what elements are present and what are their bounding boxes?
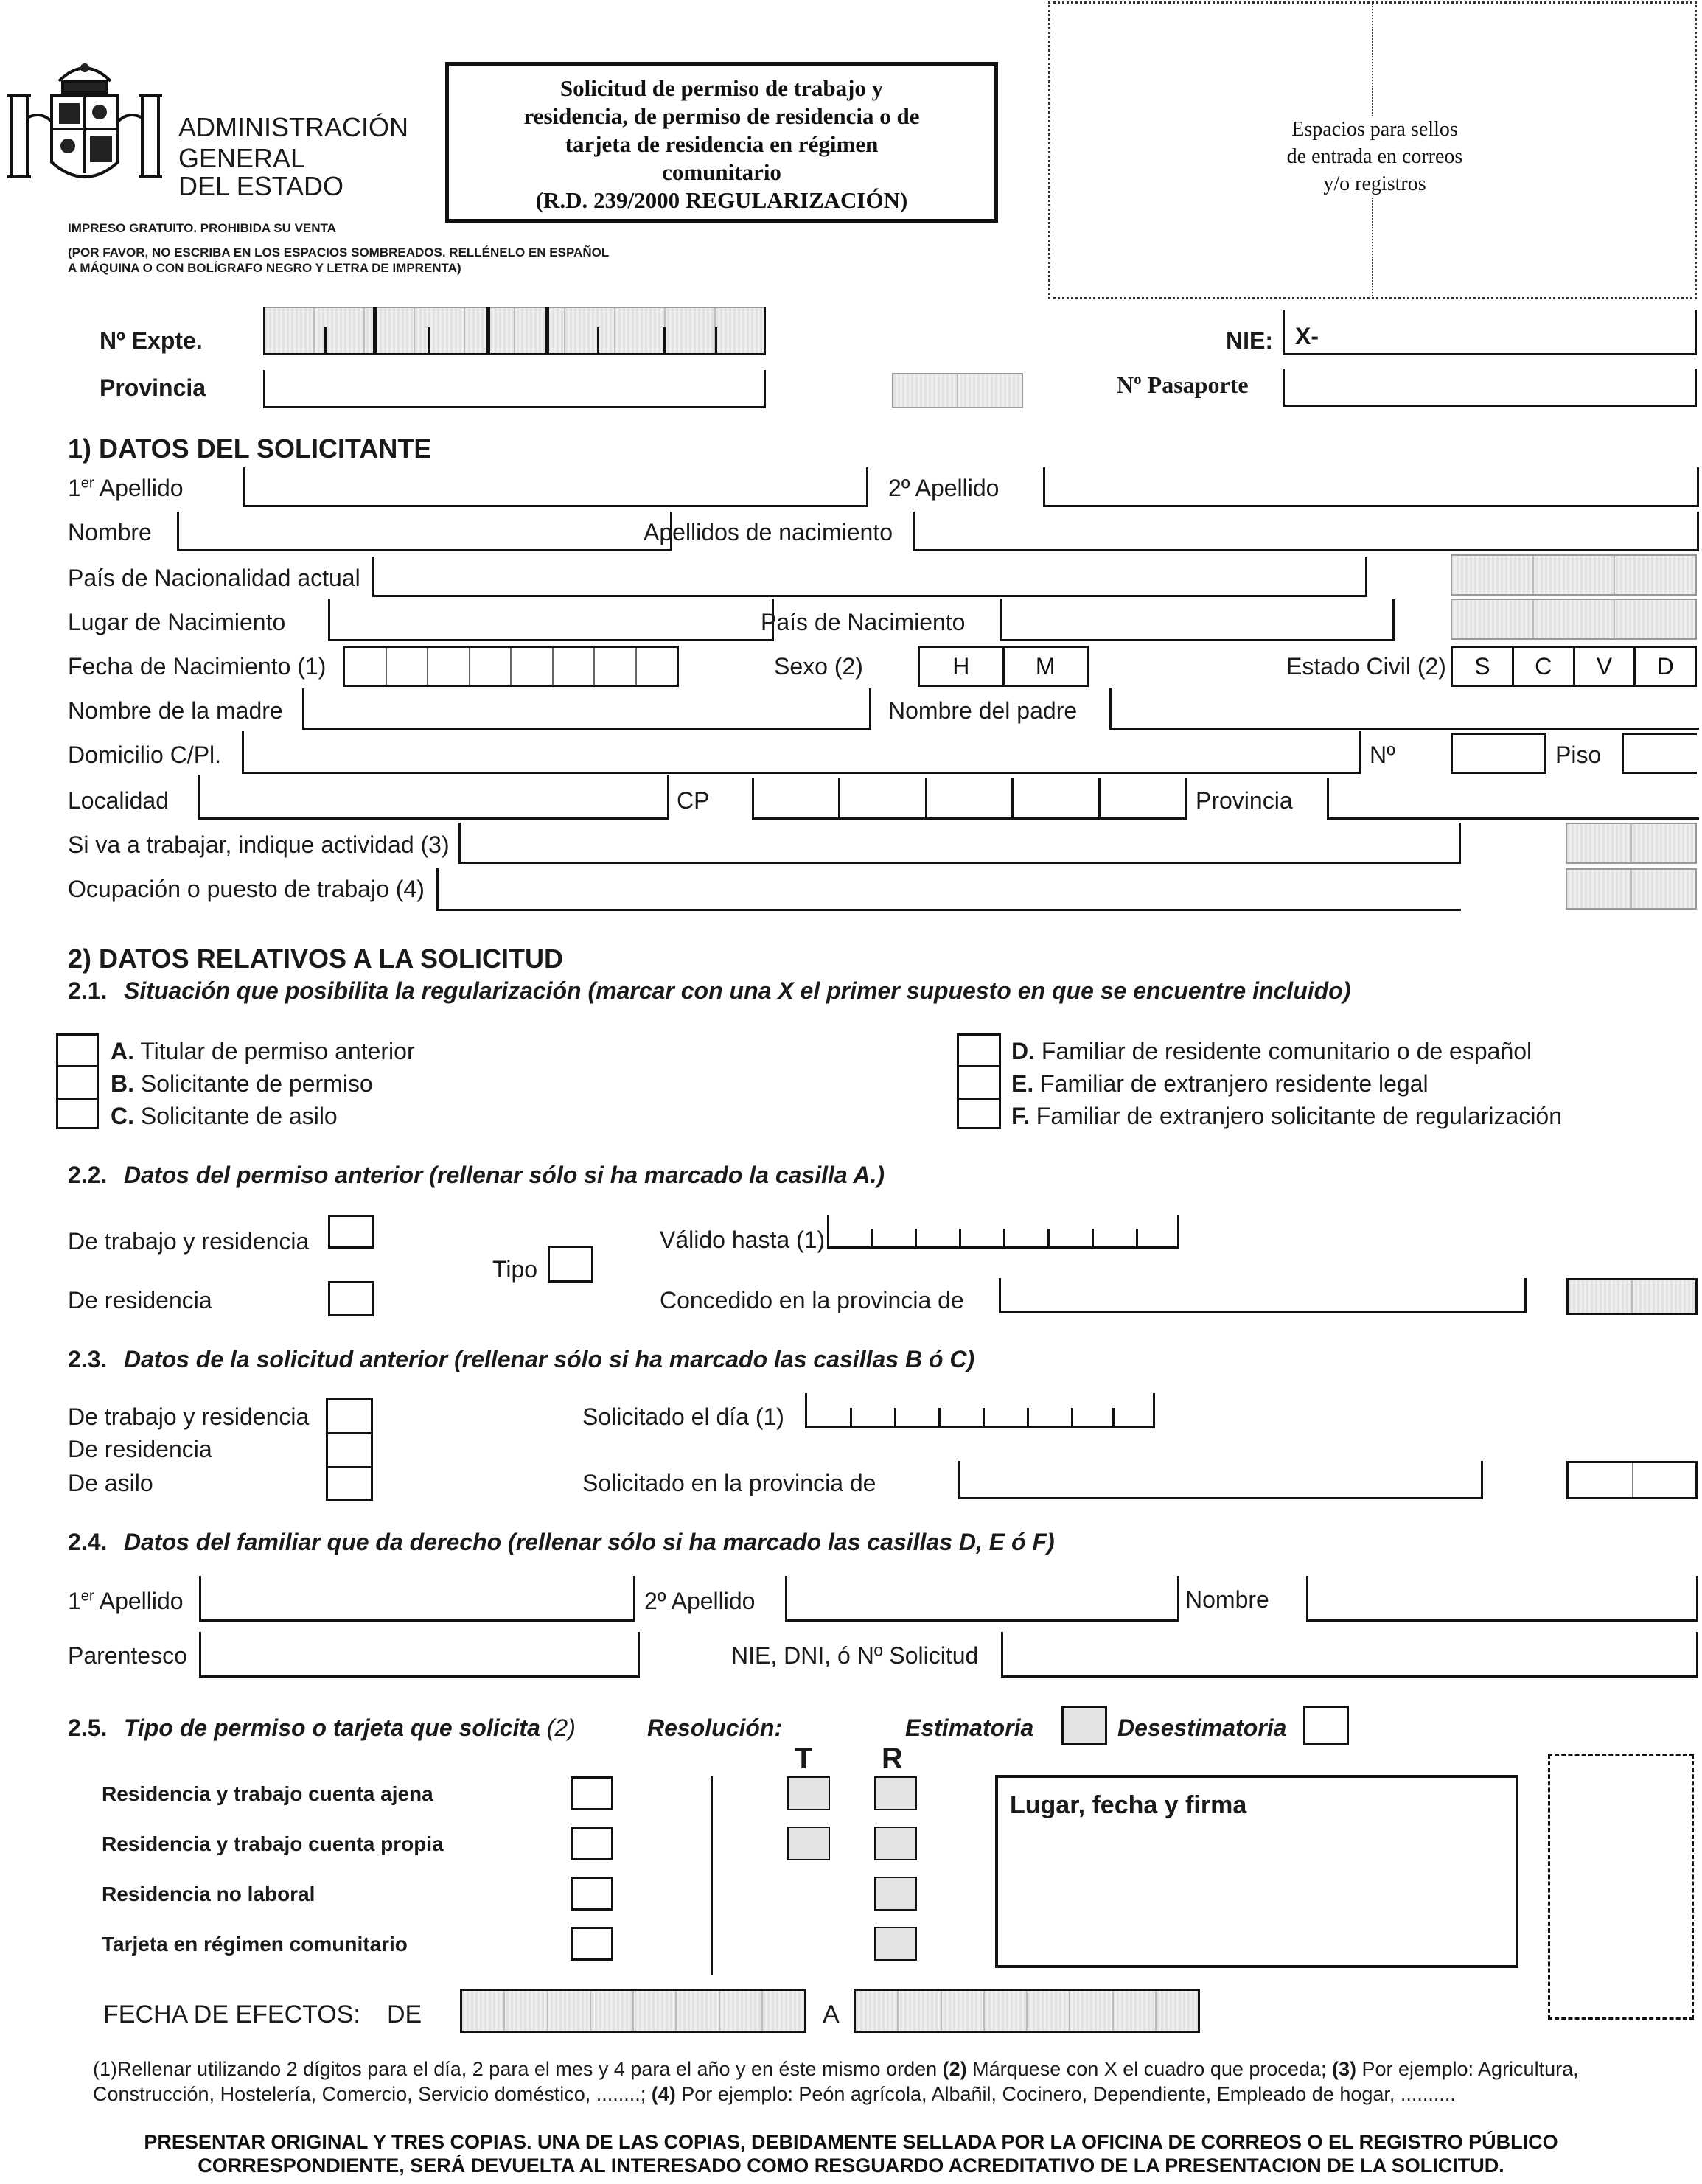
s22-provincia-code-field bbox=[1566, 1278, 1698, 1315]
pais-nacimiento-input[interactable] bbox=[1000, 599, 1395, 641]
fecha-efectos-a-field bbox=[854, 1989, 1200, 2033]
s22-concedido-input[interactable] bbox=[999, 1278, 1527, 1313]
s24-number: 2.4. bbox=[68, 1529, 108, 1555]
s23-trabajo-checkbox[interactable] bbox=[326, 1398, 373, 1431]
nie-input[interactable] bbox=[1283, 310, 1697, 355]
nacionalidad-input[interactable] bbox=[372, 557, 1367, 597]
coat-of-arms-icon bbox=[0, 52, 170, 199]
domicilio-input[interactable] bbox=[242, 731, 1361, 774]
cp-input[interactable] bbox=[752, 778, 1187, 820]
s23-residencia-label: De residencia bbox=[68, 1436, 212, 1462]
madre-label: Nombre de la madre bbox=[68, 697, 283, 724]
s21-number: 2.1. bbox=[68, 977, 108, 1004]
tipo-2-r-checkbox bbox=[874, 1827, 917, 1860]
title-line3: tarjeta de residencia en régimen bbox=[565, 131, 879, 157]
option-d-label: D. Familiar de residente comunitario o de español bbox=[1011, 1038, 1532, 1064]
pasaporte-input[interactable] bbox=[1283, 369, 1697, 407]
option-a-checkbox[interactable] bbox=[56, 1033, 99, 1066]
s23-dia-label: Solicitado el día (1) bbox=[582, 1403, 784, 1430]
expte-label: Nº Expte. bbox=[100, 327, 203, 354]
lugar-nacimiento-label: Lugar de Nacimiento bbox=[68, 609, 286, 635]
option-e-checkbox[interactable] bbox=[957, 1066, 1001, 1098]
s23-number: 2.3. bbox=[68, 1346, 108, 1372]
numero-label: Nº bbox=[1370, 742, 1395, 768]
apellidos-nacimiento-input[interactable] bbox=[913, 512, 1699, 551]
fecha-efectos-label: FECHA DE EFECTOS: bbox=[103, 2000, 360, 2028]
free-notice: IMPRESO GRATUITO. PROHIBIDA SU VENTA bbox=[68, 221, 336, 235]
option-a-label: A. Titular de permiso anterior bbox=[111, 1038, 415, 1064]
estado-option-s[interactable]: S bbox=[1474, 653, 1490, 680]
s24-apellido2-input[interactable] bbox=[785, 1576, 1179, 1622]
tipo-4-checkbox[interactable] bbox=[571, 1927, 613, 1961]
section2-title: 2) DATOS RELATIVOS A LA SOLICITUD bbox=[68, 943, 564, 974]
footnote-line2: Construcción, Hostelería, Comercio, Servicio doméstico, ........; (4) Por ejemplo: Peón agrícola, Albañil, Cocinero, Dependiente, Empleado de hogar, .......... bbox=[93, 2083, 1456, 2105]
s23-trabajo-label: De trabajo y residencia bbox=[68, 1403, 310, 1430]
s24-apellido1-label: 1er Apellido bbox=[68, 1588, 184, 1614]
s24-heading: Datos del familiar que da derecho (rellenar sólo si ha marcado las casillas D, E ó F) bbox=[124, 1529, 1055, 1555]
apellido2-label: 2º Apellido bbox=[888, 475, 1000, 501]
option-b-checkbox[interactable] bbox=[56, 1066, 99, 1098]
nombre-input[interactable] bbox=[177, 512, 672, 551]
fecha-nacimiento-label: Fecha de Nacimiento (1) bbox=[68, 653, 327, 680]
s23-provincia-label: Solicitado en la provincia de bbox=[582, 1470, 876, 1496]
estado-option-c[interactable]: C bbox=[1512, 648, 1573, 685]
sexo-label: Sexo (2) bbox=[774, 653, 863, 680]
madre-input[interactable] bbox=[302, 688, 871, 730]
lugar-nacimiento-input[interactable] bbox=[328, 599, 774, 641]
stamp-text-line1: Espacios para sellos bbox=[1291, 118, 1458, 141]
s24-parentesco-label: Parentesco bbox=[68, 1642, 187, 1669]
fecha-efectos-de-field bbox=[460, 1989, 806, 2033]
s22-residencia-label: De residencia bbox=[68, 1287, 212, 1313]
apellido1-label: 1er Apellido bbox=[68, 475, 184, 501]
org-name-line2: GENERAL bbox=[178, 143, 306, 173]
tipo-4-label: Tarjeta en régimen comunitario bbox=[102, 1933, 408, 1956]
section1-title: 1) DATOS DEL SOLICITANTE bbox=[68, 433, 432, 464]
tipo-1-checkbox[interactable] bbox=[571, 1776, 613, 1810]
provincia-dom-label: Provincia bbox=[1196, 787, 1293, 814]
s23-heading: Datos de la solicitud anterior (rellenar sólo si ha marcado las casillas B ó C) bbox=[124, 1346, 975, 1372]
tipo-1-label: Residencia y trabajo cuenta ajena bbox=[102, 1782, 433, 1805]
s22-valido-input[interactable] bbox=[827, 1215, 1179, 1249]
sexo-option-m[interactable]: M bbox=[1002, 648, 1087, 685]
provincia-input[interactable] bbox=[263, 370, 766, 408]
tipo-4-r-checkbox bbox=[874, 1927, 917, 1961]
s24-nie-label: NIE, DNI, ó Nº Solicitud bbox=[731, 1642, 979, 1669]
seal-area bbox=[1548, 1754, 1694, 2020]
piso-label: Piso bbox=[1555, 742, 1602, 768]
s23-dia-input[interactable] bbox=[805, 1393, 1155, 1428]
tipo-1-t-checkbox bbox=[787, 1776, 830, 1810]
s22-tipo-checkbox[interactable] bbox=[548, 1246, 593, 1283]
s23-asilo-label: De asilo bbox=[68, 1470, 153, 1496]
s22-residencia-checkbox[interactable] bbox=[328, 1281, 374, 1316]
ocupacion-code-field bbox=[1566, 868, 1697, 910]
tipo-2-t-checkbox bbox=[787, 1827, 830, 1860]
actividad-code-field bbox=[1566, 823, 1697, 864]
nombre-label: Nombre bbox=[68, 519, 152, 545]
tipo-2-label: Residencia y trabajo cuenta propia bbox=[102, 1832, 444, 1855]
estimatoria-label: Estimatoria bbox=[905, 1714, 1034, 1741]
apellido1-input[interactable] bbox=[243, 467, 868, 507]
s22-concedido-label: Concedido en la provincia de bbox=[660, 1287, 964, 1313]
tipo-3-r-checkbox bbox=[874, 1877, 917, 1911]
provincia-label: Provincia bbox=[100, 374, 206, 401]
s23-provincia-input[interactable] bbox=[958, 1461, 1483, 1499]
estado-option-d[interactable]: D bbox=[1633, 648, 1695, 685]
apellidos-nacimiento-label: Apellidos de nacimiento bbox=[644, 519, 893, 545]
tr-divider bbox=[711, 1776, 713, 1975]
option-b-label: B. Solicitante de permiso bbox=[111, 1070, 373, 1097]
stamp-area bbox=[1048, 1, 1697, 299]
domicilio-label: Domicilio C/Pl. bbox=[68, 742, 222, 768]
org-name-line3: DEL ESTADO bbox=[178, 171, 344, 201]
option-c-checkbox[interactable] bbox=[56, 1098, 99, 1131]
estimatoria-checkbox[interactable] bbox=[1061, 1706, 1107, 1745]
s24-apellido1-input[interactable] bbox=[199, 1576, 635, 1622]
padre-label: Nombre del padre bbox=[888, 697, 1078, 724]
padre-input[interactable] bbox=[1109, 688, 1699, 730]
s22-heading: Datos del permiso anterior (rellenar sólo si ha marcado la casilla A.) bbox=[124, 1162, 885, 1188]
s23-provincia-code-field bbox=[1566, 1461, 1698, 1499]
nacionalidad-code-field bbox=[1451, 554, 1697, 596]
stamp-text-line2: de entrada en correos bbox=[1286, 145, 1463, 168]
s24-nombre-label: Nombre bbox=[1185, 1586, 1269, 1613]
footnote-line1: (1)Rellenar utilizando 2 dígitos para el día, 2 para el mes y 4 para el año y en éste mismo orden (2) Márquese con X el cuadro que proceda; (3) Por ejemplo: Agricultura, bbox=[93, 2058, 1579, 2080]
tipo-3-label: Residencia no laboral bbox=[102, 1883, 315, 1905]
desestimatoria-label: Desestimatoria bbox=[1117, 1714, 1287, 1741]
s24-nombre-input[interactable] bbox=[1306, 1576, 1698, 1622]
provincia-code-field bbox=[892, 373, 1023, 408]
fecha-nacimiento-input[interactable] bbox=[343, 646, 679, 687]
column-t-header: T bbox=[795, 1742, 813, 1775]
desestimatoria-checkbox[interactable] bbox=[1303, 1706, 1349, 1745]
s21-heading: Situación que posibilita la regularización (marcar con una X el primer supuesto en que se encuentre incluido) bbox=[124, 977, 1351, 1004]
s22-valido-label: Válido hasta (1) bbox=[660, 1227, 826, 1253]
column-r-header: R bbox=[882, 1742, 903, 1775]
option-e-label: E. Familiar de extranjero residente legal bbox=[1011, 1070, 1429, 1097]
actividad-input[interactable] bbox=[458, 823, 1461, 864]
localidad-label: Localidad bbox=[68, 787, 169, 814]
piso-input[interactable] bbox=[1622, 733, 1697, 774]
nie-label: NIE: bbox=[1226, 327, 1273, 354]
provincia-dom-input[interactable] bbox=[1327, 778, 1699, 820]
option-f-checkbox[interactable] bbox=[957, 1098, 1001, 1131]
presentation-note-line1: PRESENTAR ORIGINAL Y TRES COPIAS. UNA DE LAS COPIAS, DEBIDAMENTE SELLADA POR LA OFICINA DE CORREOS O EL REGISTRO PÚBLICO bbox=[144, 2131, 1558, 2153]
s22-tipo-label: Tipo bbox=[492, 1256, 538, 1283]
tipo-1-r-checkbox bbox=[874, 1776, 917, 1810]
nacionalidad-label: País de Nacionalidad actual bbox=[68, 565, 360, 591]
org-name-line1: ADMINISTRACIÓN bbox=[178, 112, 409, 142]
s24-apellido2-label: 2º Apellido bbox=[644, 1588, 756, 1614]
title-line1: Solicitud de permiso de trabajo y bbox=[559, 75, 884, 101]
s23-residencia-checkbox[interactable] bbox=[326, 1431, 373, 1465]
ocupacion-label: Ocupación o puesto de trabajo (4) bbox=[68, 876, 425, 902]
option-c-label: C. Solicitante de asilo bbox=[111, 1103, 338, 1129]
fecha-efectos-de-label: DE bbox=[387, 2000, 422, 2028]
signature-label: Lugar, fecha y firma bbox=[1010, 1791, 1247, 1819]
localidad-input[interactable] bbox=[198, 775, 669, 820]
sexo-option-h[interactable]: H bbox=[952, 653, 970, 680]
presentation-note-line2: CORRESPONDIENTE, SERÁ DEVUELTA AL INTERESADO COMO RESGUARDO ACREDITATIVO DE LA PRESENTACION DE LA SOLICITUD. bbox=[198, 2155, 1504, 2177]
pais-nacimiento-label: País de Nacimiento bbox=[761, 609, 966, 635]
s22-trabajo-checkbox[interactable] bbox=[328, 1215, 374, 1249]
resolucion-label: Resolución: bbox=[647, 1714, 783, 1741]
fecha-efectos-a-label: A bbox=[823, 2000, 840, 2028]
s25-heading: Tipo de permiso o tarjeta que solicita (2) bbox=[124, 1714, 576, 1741]
numero-input[interactable] bbox=[1451, 733, 1546, 774]
s23-asilo-checkbox[interactable] bbox=[326, 1465, 373, 1499]
s25-number: 2.5. bbox=[68, 1714, 108, 1741]
s22-number: 2.2. bbox=[68, 1162, 108, 1188]
estado-civil-label: Estado Civil (2) bbox=[1286, 653, 1446, 680]
option-f-label: F. Familiar de extranjero solicitante de regularización bbox=[1011, 1103, 1563, 1129]
pasaporte-label: Nº Pasaporte bbox=[1117, 371, 1249, 398]
pais-nacimiento-code-field bbox=[1451, 599, 1697, 640]
s22-trabajo-label: De trabajo y residencia bbox=[68, 1228, 310, 1255]
estado-option-v[interactable]: V bbox=[1573, 648, 1634, 685]
estado-civil-choice bbox=[1451, 646, 1697, 687]
title-box bbox=[445, 62, 998, 223]
option-d-checkbox[interactable] bbox=[957, 1033, 1001, 1066]
instructions-line1: (POR FAVOR, NO ESCRIBA EN LOS ESPACIOS SOMBREADOS. RELLÉNELO EN ESPAÑOL bbox=[68, 245, 610, 259]
s24-parentesco-input[interactable] bbox=[199, 1632, 640, 1678]
title-line4: comunitario bbox=[662, 159, 781, 185]
ocupacion-input[interactable] bbox=[436, 868, 1461, 911]
tipo-3-checkbox[interactable] bbox=[571, 1877, 613, 1911]
actividad-label: Si va a trabajar, indique actividad (3) bbox=[68, 831, 450, 858]
signature-box[interactable] bbox=[995, 1775, 1518, 1968]
stamp-text-line3: y/o registros bbox=[1323, 172, 1426, 195]
sexo-choice bbox=[918, 646, 1089, 687]
title-line5: (R.D. 239/2000 REGULARIZACIÓN) bbox=[535, 187, 908, 213]
instructions-line2: A MÁQUINA O CON BOLÍGRAFO NEGRO Y LETRA DE IMPRENTA) bbox=[68, 261, 461, 275]
tipo-2-checkbox[interactable] bbox=[571, 1827, 613, 1860]
cp-label: CP bbox=[677, 787, 710, 814]
s24-nie-input[interactable] bbox=[1001, 1632, 1698, 1678]
title-line2: residencia, de permiso de residencia o de bbox=[523, 103, 920, 129]
nie-prefix: X- bbox=[1295, 323, 1319, 349]
apellido2-input[interactable] bbox=[1043, 467, 1699, 507]
